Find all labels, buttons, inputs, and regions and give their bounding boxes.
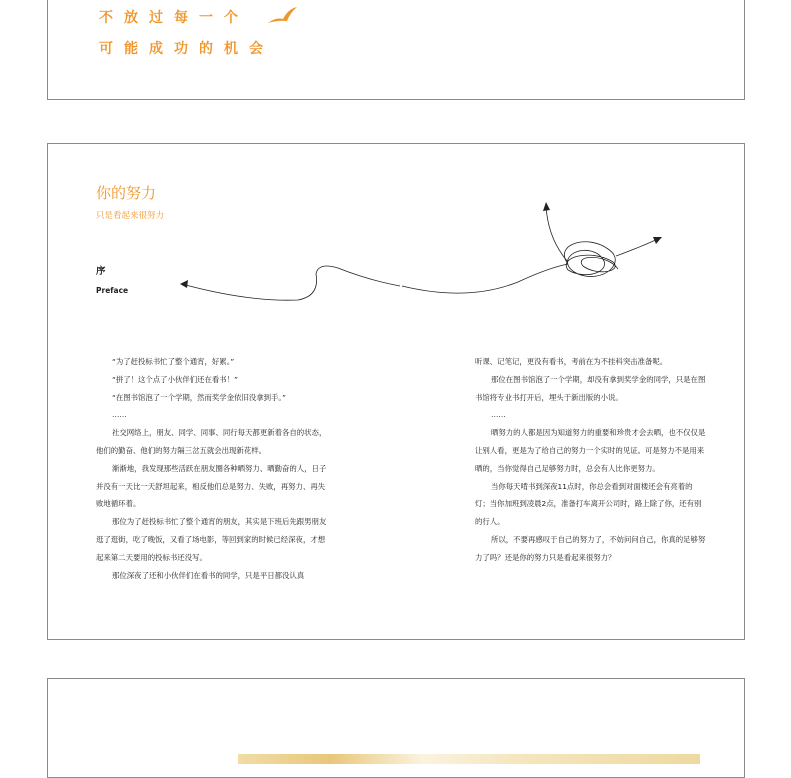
paragraph: 社交网络上，朋友、同学、同事、同行每天都更新着各自的状态，他们的勤奋、他们的努力隔三岔五就会出现新花样。 [96,428,327,455]
paragraph: 晒努力的人都是因为知道努力的重要和珍贵才会去晒，也不仅仅是让别人看，更是为了给自己的努力一个实时的见证。可是努力不是用来晒的，当你觉得自己足够努力时，总会有人比你更努力。 [475,428,706,473]
seagull-icon [266,3,300,25]
paragraph: 渐渐地，我发现那些活跃在朋友圈各种晒努力、晒勤奋的人，日子并没有一天比一天舒坦起来，相反他们总是努力、失败，再努力、再失败地循环着。 [96,463,327,509]
paragraph: 那位为了赶投标书忙了整个通宵的朋友，其实是下班后先跟男朋友逛了逛街，吃了晚饭，又看了场电影，等回到家的时候已经深夜，才想起来第二天要用的投标书还没写。 [96,517,327,562]
banner-image [238,754,700,764]
slogan-panel [47,0,745,100]
essay-column-left [96,353,328,584]
section-heading: 序 [96,266,106,277]
essay-title: 你的努力 [96,184,157,202]
image-panel [47,678,745,778]
paragraph: 那位深夜了还和小伙伴们在看书的同学，只是平日都没认真 [112,570,305,580]
paragraph: 那位在图书馆泡了一个学期，却没有拿到奖学金的同学，只是在图书馆将专业书打开后，埋头于新出版的小说。 [475,374,706,402]
slogan-line-1: 不放过每一个 [99,10,249,26]
essay-column-right [475,353,707,567]
essay-panel [47,143,745,640]
paragraph: “拼了！这个点了小伙伴们还在看书！” [112,374,238,384]
scribble-line-illustration [48,144,746,344]
paragraph: “在图书馆泡了一个学期，然而奖学金依旧没拿到手。” [112,392,286,402]
slogan-line-2: 可能成功的机会 [99,41,274,57]
essay-subtitle: 只是看起来很努力 [96,211,165,221]
paragraph-continued: 听课、记笔记，更没有看书，考前在为不挂科突击准备呢。 [475,357,668,366]
paragraph: 当你每天啃书到深夜11点时，你总会看到对面楼还会有亮着的灯；当你加班到凌晨2点，准备打车离开公司时，路上除了你，还有别的行人。 [475,481,702,527]
paragraph: …… [491,410,506,420]
paragraph: 所以，不要再感叹于自己的努力了，不妨问问自己，你真的足够努力了吗？还是你的努力只是看起来很努力？ [475,534,706,562]
paragraph: “为了赶投标书忙了整个通宵，好累。” [112,357,235,366]
section-heading-en: Preface [96,286,129,295]
paragraph: …… [112,410,127,420]
